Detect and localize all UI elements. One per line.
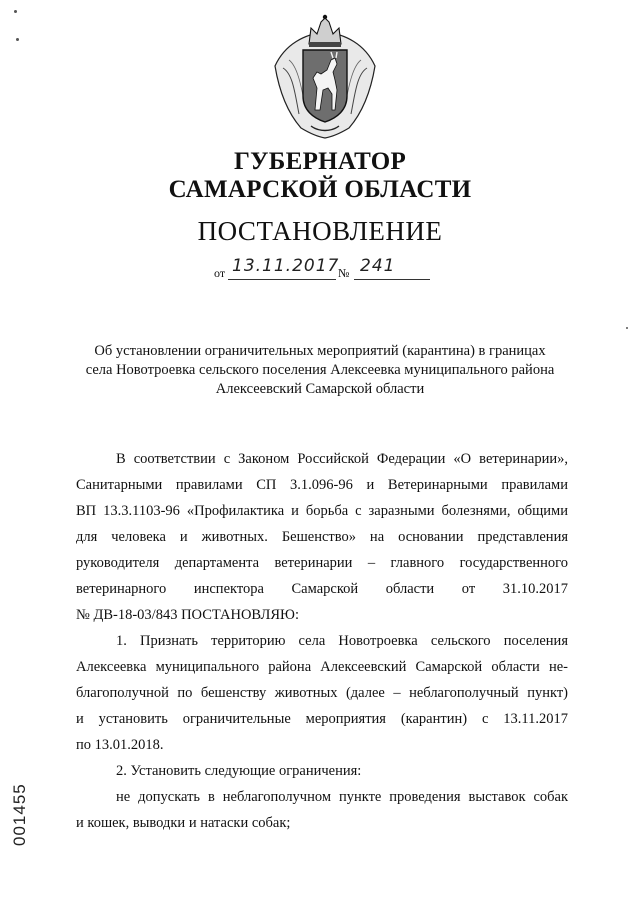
body-line: и установить ограничительные мероприятия (карантин) с 13.11.2017 [76,711,568,727]
body-line: не допускать в неблагополучном пункте проведения выставок собак [116,789,568,805]
title-line: Об установлении ограничительных мероприятий (карантина) в границах [94,343,546,359]
scan-speck [626,327,628,329]
body-line: по 13.01.2018. [76,737,164,753]
body-line: ветеринарного инспектора Самарской области от 31.10.2017 [76,581,568,597]
body-line: В соответствии с Законом Российской Федерации «О ветеринарии», [116,451,568,467]
document-type: ПОСТАНОВЛЕНИЕ [197,216,443,246]
document-title [0,342,640,399]
body-line: ВП 13.3.1103-96 «Профилактика и борьба с заразными болезнями, общими [76,503,568,519]
date-prefix: от [214,266,226,280]
body-line: руководителя департамента ветеринарии – главного государственного [76,555,568,571]
body-line: 1. Признать территорию села Новотроевка сельского поселения [116,633,568,649]
handwritten-number: 241 [360,256,396,276]
scan-speck [16,38,19,41]
handwritten-date: 13.11.2017 [232,256,340,276]
body-line: Санитарными правилами СП 3.1.096-96 и Ветеринарными правилами [76,477,568,493]
title-line: Алексеевский Самарской области [215,381,425,397]
body-line: для человека и животных. Бешенство» на основании представления [76,529,568,545]
body-line: благополучной по бешенству животных (далее – неблагополучный пункт) [76,685,568,701]
body-line: Алексеевка муниципального района Алексеевский Самарской области не- [76,659,568,675]
issuer-title: ГУБЕРНАТОР [233,148,407,175]
body-line: № ДВ-18-03/843 ПОСТАНОВЛЯЮ: [76,607,299,623]
date-underline [228,279,336,280]
scan-speck [14,10,17,13]
samara-coat-of-arms-icon [271,14,379,140]
registration-stamp-number: 001455 [10,783,29,846]
body-line: 2. Установить следующие ограничения: [116,763,362,779]
title-line: села Новотроевка сельского поселения Алексеевка муниципального района [85,362,555,378]
number-underline [354,279,430,280]
document-body [76,446,568,836]
body-line: и кошек, выводки и натаски собак; [76,815,291,831]
number-prefix: № [338,266,350,280]
issuer-region: САМАРСКОЙ ОБЛАСТИ [168,176,472,203]
